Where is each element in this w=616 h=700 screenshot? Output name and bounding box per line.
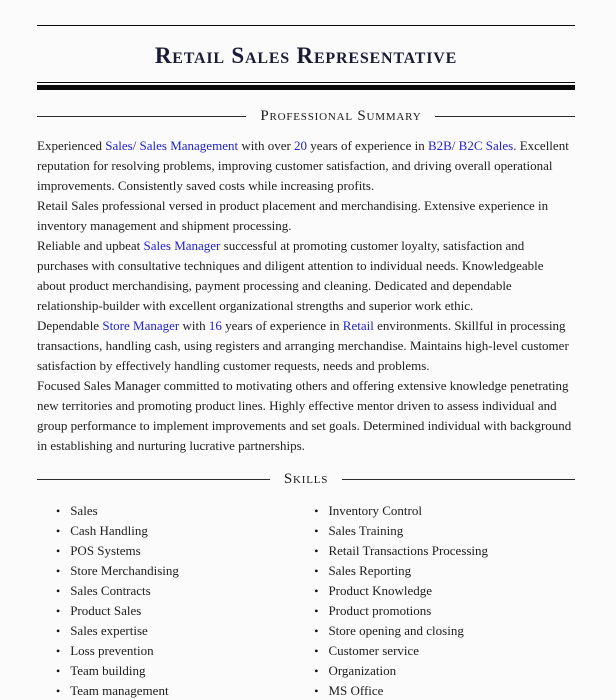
inline-link[interactable]: 16 bbox=[208, 318, 222, 333]
bullet-icon: • bbox=[314, 664, 319, 678]
skill-label: Team management bbox=[70, 683, 169, 698]
skill-label: Team building bbox=[70, 663, 146, 678]
skill-item bbox=[295, 641, 575, 661]
bullet-icon: • bbox=[56, 664, 61, 678]
skills-columns bbox=[37, 501, 575, 700]
skill-label: Product Knowledge bbox=[328, 583, 433, 598]
bullet-icon: • bbox=[56, 684, 61, 698]
skill-item bbox=[295, 581, 575, 601]
bullet-icon: • bbox=[56, 544, 61, 558]
skills-section-heading bbox=[37, 470, 575, 488]
bullet-icon: • bbox=[56, 604, 61, 618]
skill-item bbox=[37, 601, 295, 621]
bullet-icon: • bbox=[56, 624, 61, 638]
bullet-icon: • bbox=[314, 564, 319, 578]
heading-rule-left bbox=[37, 116, 246, 117]
title-divider bbox=[37, 82, 575, 90]
skill-label: Retail Transactions Processing bbox=[328, 543, 489, 558]
skill-label: Cash Handling bbox=[70, 523, 148, 538]
summary-paragraph: Reliable and upbeat Sales Manager successful at promoting customer loyalty, satisfaction and purchases with consultative techniques and diligent attention to individual needs. Knowledgeable about product merchandising, payment processing and cleaning. Dedicated and dependable relationship-builder with excellent organizational strengths and superior work ethic. bbox=[37, 238, 544, 313]
title-divider-thick-line bbox=[37, 85, 575, 90]
skill-item bbox=[295, 601, 575, 621]
bullet-icon: • bbox=[314, 684, 319, 698]
bullet-icon: • bbox=[314, 524, 319, 538]
heading-rule-right bbox=[435, 116, 575, 117]
skill-label: Store opening and closing bbox=[328, 623, 464, 638]
top-rule bbox=[37, 25, 575, 26]
skill-item bbox=[37, 521, 295, 541]
inline-link[interactable]: Store Manager bbox=[102, 318, 180, 333]
skill-label: Inventory Control bbox=[328, 503, 422, 518]
inline-link[interactable]: B2B/ B2C Sales bbox=[427, 138, 514, 153]
bullet-icon: • bbox=[314, 504, 319, 518]
bullet-icon: • bbox=[56, 564, 61, 578]
heading-rule-right bbox=[342, 479, 575, 480]
skill-item bbox=[295, 501, 575, 521]
skill-label: Store Merchandising bbox=[70, 563, 179, 578]
skill-item bbox=[37, 621, 295, 641]
bullet-icon: • bbox=[314, 544, 319, 558]
summary-paragraph: Dependable Store Manager with 16 years of experience in Retail environments. Skillful in processing transactions, handling cash, using registers and arranging merchandise. Maintains high-level customer satisfaction by effectively handling customer requests, needs and problems. bbox=[37, 318, 569, 373]
skill-label: Sales Contracts bbox=[70, 583, 151, 598]
title-divider-thin-line bbox=[37, 82, 575, 83]
summary-heading-label: Professional Summary bbox=[260, 108, 422, 124]
skills-column-left bbox=[37, 501, 295, 700]
skills-column-right bbox=[295, 501, 575, 700]
summary-paragraph: Experienced Sales/ Sales Management with over 20 years of experience in B2B/ B2C Sales. Excellent reputation for resolving problems, improving customer satisfaction, and driving overall operational improvements. Consistently saved costs while increasing profits. bbox=[37, 138, 569, 193]
bullet-icon: • bbox=[314, 584, 319, 598]
skill-label: Customer service bbox=[328, 643, 420, 658]
skill-item bbox=[37, 541, 295, 561]
summary-paragraph: Focused Sales Manager committed to motivating others and offering extensive knowledge penetrating new territories and promoting product lines. Highly effective mentor driven to assess individual and group performance to implement improvements and set goals. Determined individual with background in establishing and nurturing lucrative partnerships. bbox=[37, 378, 572, 453]
bullet-icon: • bbox=[56, 584, 61, 598]
skill-item bbox=[295, 561, 575, 581]
skill-label: Sales Reporting bbox=[328, 563, 412, 578]
summary-paragraph: Retail Sales professional versed in product placement and merchandising. Extensive experience in inventory management and shipment processing. bbox=[37, 198, 549, 233]
bullet-icon: • bbox=[56, 504, 61, 518]
skill-item bbox=[295, 681, 575, 700]
heading-rule-left bbox=[37, 479, 270, 480]
resume-page bbox=[37, 25, 575, 700]
bullet-icon: • bbox=[314, 624, 319, 638]
skill-label: Sales bbox=[70, 503, 98, 518]
skill-label: Product promotions bbox=[328, 603, 432, 618]
skill-item bbox=[37, 561, 295, 581]
summary-section-heading bbox=[37, 107, 575, 125]
summary-paragraphs bbox=[37, 136, 575, 456]
bullet-icon: • bbox=[314, 644, 319, 658]
skill-label: Sales expertise bbox=[70, 623, 148, 638]
skill-label: Product Sales bbox=[70, 603, 142, 618]
bullet-icon: • bbox=[56, 644, 61, 658]
skill-item bbox=[295, 541, 575, 561]
skill-item bbox=[37, 661, 295, 681]
skill-item bbox=[295, 661, 575, 681]
skill-item bbox=[37, 501, 295, 521]
skill-label: Sales Training bbox=[328, 523, 404, 538]
skill-item bbox=[37, 581, 295, 601]
bullet-icon: • bbox=[56, 524, 61, 538]
skill-label: POS Systems bbox=[70, 543, 141, 558]
skill-label: MS Office bbox=[328, 683, 384, 698]
skills-heading-label: Skills bbox=[283, 471, 329, 487]
inline-link[interactable]: Sales Manager bbox=[143, 238, 221, 253]
skill-label: Loss prevention bbox=[70, 643, 154, 658]
skill-item bbox=[37, 641, 295, 661]
skill-item bbox=[295, 621, 575, 641]
skill-item bbox=[295, 521, 575, 541]
bullet-icon: • bbox=[314, 604, 319, 618]
skill-label: Organization bbox=[328, 663, 397, 678]
inline-link[interactable]: Sales/ Sales Management bbox=[105, 138, 239, 153]
page-title: Retail Sales Representative bbox=[154, 43, 458, 68]
inline-link[interactable]: 20 bbox=[294, 138, 308, 153]
inline-link[interactable]: Retail bbox=[342, 318, 374, 333]
skill-item bbox=[37, 681, 295, 700]
